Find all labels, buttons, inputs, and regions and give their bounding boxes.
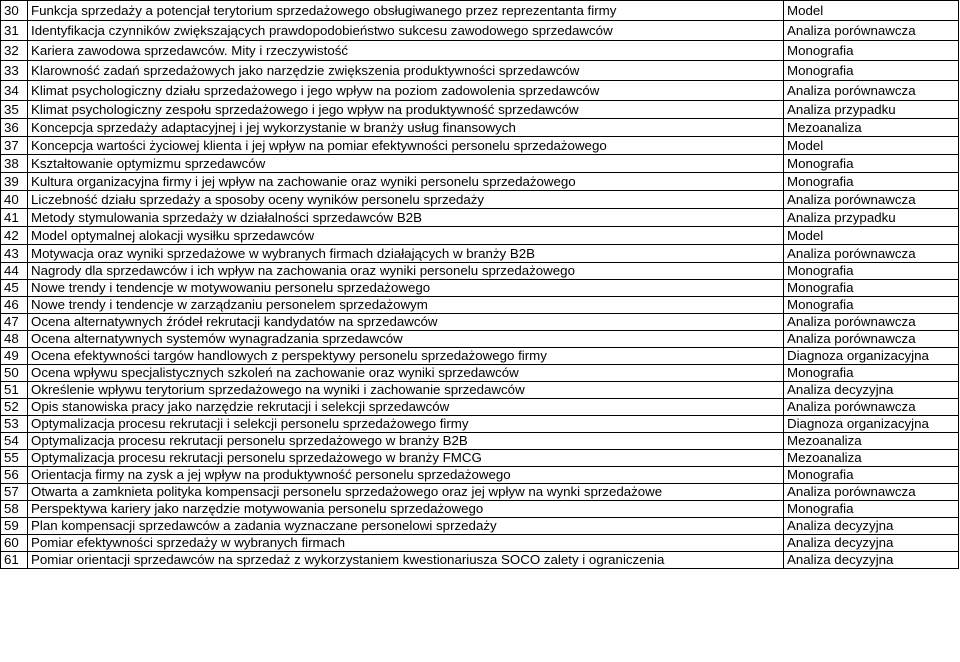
row-title-cell: Określenie wpływu terytorium sprzedażowego na wyniki i zachowanie sprzedawców	[28, 382, 784, 399]
row-type-cell: Analiza porównawcza	[784, 399, 959, 416]
table-row	[1, 137, 959, 155]
row-title-cell: Ocena alternatywnych systemów wynagradzania sprzedawców	[28, 331, 784, 348]
row-title-cell: Motywacja oraz wyniki sprzedażowe w wybranych firmach działających w branży B2B	[28, 245, 784, 263]
row-type-cell: Monografia	[784, 173, 959, 191]
row-type-cell: Analiza porównawcza	[784, 21, 959, 41]
row-type-cell: Model	[784, 227, 959, 245]
row-number-cell: 43	[1, 245, 28, 263]
table-row	[1, 365, 959, 382]
row-number-cell: 30	[1, 1, 28, 21]
table-row	[1, 61, 959, 81]
table-row	[1, 331, 959, 348]
row-title-cell: Optymalizacja procesu rekrutacji i selekcji personelu sprzedażowego firmy	[28, 416, 784, 433]
row-title-cell: Pomiar efektywności sprzedaży w wybranych firmach	[28, 535, 784, 552]
row-title-cell: Plan kompensacji sprzedawców a zadania wyznaczane personelowi sprzedaży	[28, 518, 784, 535]
row-number-cell: 52	[1, 399, 28, 416]
table-row	[1, 101, 959, 119]
row-number-cell: 49	[1, 348, 28, 365]
row-number-cell: 50	[1, 365, 28, 382]
row-type-cell: Analiza porównawcza	[784, 484, 959, 501]
row-title-cell: Nowe trendy i tendencje w motywowaniu personelu sprzedażowego	[28, 280, 784, 297]
row-type-cell: Analiza decyzyjna	[784, 382, 959, 399]
row-number-cell: 47	[1, 314, 28, 331]
table-row	[1, 297, 959, 314]
row-type-cell: Analiza porównawcza	[784, 245, 959, 263]
row-title-cell: Funkcja sprzedaży a potencjał terytorium sprzedażowego obsługiwanego przez reprezentanta firmy	[28, 1, 784, 21]
row-number-cell: 42	[1, 227, 28, 245]
row-type-cell: Diagnoza organizacyjna	[784, 416, 959, 433]
row-title-cell: Nowe trendy i tendencje w zarządzaniu personelem sprzedażowym	[28, 297, 784, 314]
row-title-cell: Metody stymulowania sprzedaży w działalności sprzedawców B2B	[28, 209, 784, 227]
row-type-cell: Monografia	[784, 365, 959, 382]
row-number-cell: 56	[1, 467, 28, 484]
table-row	[1, 155, 959, 173]
row-number-cell: 61	[1, 552, 28, 569]
row-type-cell: Monografia	[784, 41, 959, 61]
table-row	[1, 501, 959, 518]
row-number-cell: 39	[1, 173, 28, 191]
table-row	[1, 552, 959, 569]
row-title-cell: Optymalizacja procesu rekrutacji personelu sprzedażowego w branży B2B	[28, 433, 784, 450]
row-number-cell: 31	[1, 21, 28, 41]
table-row	[1, 467, 959, 484]
row-title-cell: Perspektywa kariery jako narzędzie motywowania personelu sprzedażowego	[28, 501, 784, 518]
row-number-cell: 54	[1, 433, 28, 450]
row-type-cell: Monografia	[784, 297, 959, 314]
row-title-cell: Nagrody dla sprzedawców i ich wpływ na zachowania oraz wyniki personelu sprzedażowego	[28, 263, 784, 280]
row-number-cell: 35	[1, 101, 28, 119]
row-title-cell: Model optymalnej alokacji wysiłku sprzedawców	[28, 227, 784, 245]
row-number-cell: 40	[1, 191, 28, 209]
row-title-cell: Orientacja firmy na zysk a jej wpływ na produktywność personelu sprzedażowego	[28, 467, 784, 484]
row-title-cell: Opis stanowiska pracy jako narzędzie rekrutacji i selekcji sprzedawców	[28, 399, 784, 416]
row-number-cell: 59	[1, 518, 28, 535]
row-title-cell: Kariera zawodowa sprzedawców. Mity i rzeczywistość	[28, 41, 784, 61]
table-row	[1, 81, 959, 101]
row-number-cell: 34	[1, 81, 28, 101]
row-title-cell: Kultura organizacyjna firmy i jej wpływ na zachowanie oraz wyniki personelu sprzedażowego	[28, 173, 784, 191]
row-number-cell: 41	[1, 209, 28, 227]
table-row	[1, 119, 959, 137]
row-title-cell: Otwarta a zamknieta polityka kompensacji personelu sprzedażowego oraz jej wpływ na wynki sprzedażowe	[28, 484, 784, 501]
table-row	[1, 21, 959, 41]
row-title-cell: Pomiar orientacji sprzedawców na sprzedaż z wykorzystaniem kwestionariusza SOCO zalety i ograniczenia	[28, 552, 784, 569]
row-number-cell: 45	[1, 280, 28, 297]
table-row	[1, 245, 959, 263]
row-type-cell: Monografia	[784, 280, 959, 297]
row-title-cell: Klarowność zadań sprzedażowych jako narzędzie zwiększenia produktywności sprzedawców	[28, 61, 784, 81]
table-row	[1, 280, 959, 297]
topics-table-body	[1, 1, 959, 569]
row-number-cell: 55	[1, 450, 28, 467]
row-number-cell: 60	[1, 535, 28, 552]
row-number-cell: 46	[1, 297, 28, 314]
row-title-cell: Klimat psychologiczny zespołu sprzedażowego i jego wpływ na produktywność sprzedawców	[28, 101, 784, 119]
table-row	[1, 535, 959, 552]
row-title-cell: Koncepcja wartości życiowej klienta i jej wpływ na pomiar efektywności personelu sprzedażowego	[28, 137, 784, 155]
table-row	[1, 314, 959, 331]
row-number-cell: 58	[1, 501, 28, 518]
row-type-cell: Analiza porównawcza	[784, 81, 959, 101]
table-row	[1, 399, 959, 416]
table-row	[1, 191, 959, 209]
row-type-cell: Mezoanaliza	[784, 433, 959, 450]
row-title-cell: Kształtowanie optymizmu sprzedawców	[28, 155, 784, 173]
table-row	[1, 1, 959, 21]
table-row	[1, 227, 959, 245]
row-type-cell: Analiza decyzyjna	[784, 518, 959, 535]
row-number-cell: 57	[1, 484, 28, 501]
row-type-cell: Analiza porównawcza	[784, 331, 959, 348]
row-number-cell: 51	[1, 382, 28, 399]
table-row	[1, 433, 959, 450]
row-number-cell: 44	[1, 263, 28, 280]
row-number-cell: 38	[1, 155, 28, 173]
table-row	[1, 173, 959, 191]
row-number-cell: 33	[1, 61, 28, 81]
row-title-cell: Ocena wpływu specjalistycznych szkoleń na zachowanie oraz wyniki sprzedawców	[28, 365, 784, 382]
row-type-cell: Analiza przypadku	[784, 209, 959, 227]
table-row	[1, 41, 959, 61]
row-type-cell: Analiza decyzyjna	[784, 535, 959, 552]
row-type-cell: Monografia	[784, 263, 959, 280]
row-type-cell: Mezoanaliza	[784, 119, 959, 137]
row-type-cell: Model	[784, 137, 959, 155]
row-title-cell: Koncepcja sprzedaży adaptacyjnej i jej wykorzystanie w branży usług finansowych	[28, 119, 784, 137]
row-title-cell: Klimat psychologiczny działu sprzedażowego i jego wpływ na poziom zadowolenia sprzedawców	[28, 81, 784, 101]
row-type-cell: Monografia	[784, 155, 959, 173]
row-type-cell: Analiza decyzyjna	[784, 552, 959, 569]
row-title-cell: Ocena alternatywnych źródeł rekrutacji kandydatów na sprzedawców	[28, 314, 784, 331]
table-row	[1, 450, 959, 467]
row-title-cell: Identyfikacja czynników zwiększających prawdopodobieństwo sukcesu zawodowego sprzedawców	[28, 21, 784, 41]
row-number-cell: 36	[1, 119, 28, 137]
row-number-cell: 48	[1, 331, 28, 348]
row-type-cell: Monografia	[784, 61, 959, 81]
row-type-cell: Model	[784, 1, 959, 21]
row-type-cell: Monografia	[784, 501, 959, 518]
table-row	[1, 209, 959, 227]
table-row	[1, 348, 959, 365]
row-type-cell: Analiza porównawcza	[784, 314, 959, 331]
table-row	[1, 484, 959, 501]
row-number-cell: 32	[1, 41, 28, 61]
row-type-cell: Monografia	[784, 467, 959, 484]
table-row	[1, 263, 959, 280]
row-title-cell: Ocena efektywności targów handlowych z perspektywy personelu sprzedażowego firmy	[28, 348, 784, 365]
row-type-cell: Analiza porównawcza	[784, 191, 959, 209]
row-type-cell: Diagnoza organizacyjna	[784, 348, 959, 365]
row-number-cell: 53	[1, 416, 28, 433]
row-title-cell: Liczebność działu sprzedaży a sposoby oceny wyników personelu sprzedaży	[28, 191, 784, 209]
table-row	[1, 518, 959, 535]
row-type-cell: Mezoanaliza	[784, 450, 959, 467]
table-row	[1, 416, 959, 433]
row-number-cell: 37	[1, 137, 28, 155]
table-row	[1, 382, 959, 399]
row-title-cell: Optymalizacja procesu rekrutacji personelu sprzedażowego w branży FMCG	[28, 450, 784, 467]
row-type-cell: Analiza przypadku	[784, 101, 959, 119]
